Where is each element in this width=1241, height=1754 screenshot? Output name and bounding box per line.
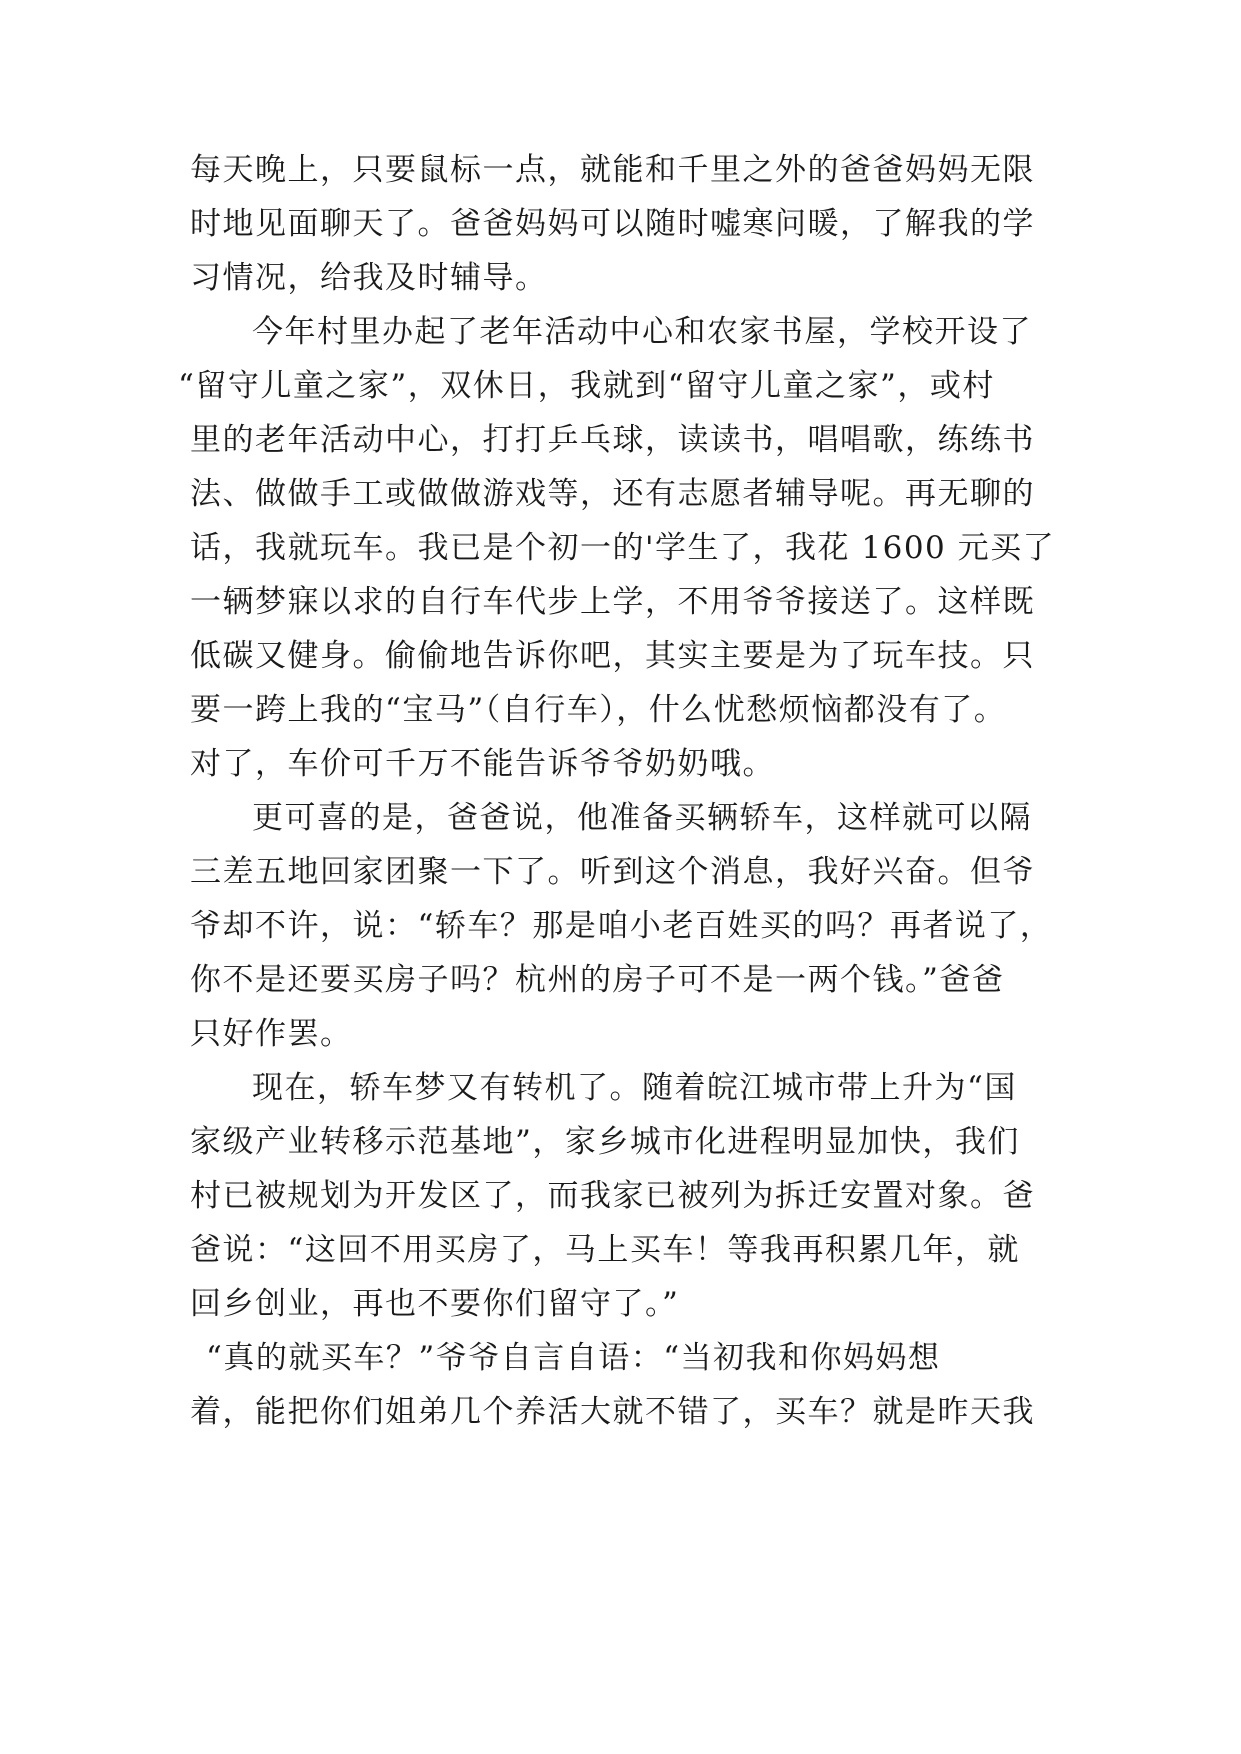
text-line: 村已被规划为开发区了，而我家已被列为拆迁安置对象。爸 [190, 1178, 1035, 1214]
text-line: 家级产业转移示范基地”，家乡城市化进程明显加快，我们 [190, 1124, 1020, 1160]
text-line: 只好作罢。 [190, 1016, 353, 1052]
paragraph-first-line: 现在，轿车梦又有转机了。随着皖江城市带上升为“国 [252, 1070, 1017, 1106]
text-line: 回乡创业，再也不要你们留守了。” [190, 1286, 680, 1322]
text-line: 低碳又健身。偷偷地告诉你吧，其实主要是为了玩车技。只 [190, 638, 1035, 674]
paragraph-first-line: 更可喜的是，爸爸说，他准备买辆轿车，这样就可以隔 [252, 800, 1032, 836]
text-line: 着，能把你们姐弟几个养活大就不错了，买车？就是昨天我 [190, 1394, 1035, 1430]
text-line: 话，我就玩车。我已是个初一的'学生了，我花 1600 元买了 [190, 530, 1056, 566]
text-line: 爸说：“这回不用买房了，马上买车！等我再积累几年，就 [190, 1232, 1020, 1268]
text-line: 时地见面聊天了。爸爸妈妈可以随时嘘寒问暖，了解我的学 [190, 206, 1035, 242]
text-line: 你不是还要买房子吗？杭州的房子可不是一两个钱。”爸爸 [190, 962, 1005, 998]
text-line: 爷却不许，说：“轿车？那是咱小老百姓买的吗？再者说了， [190, 908, 1053, 944]
text-line: 里的老年活动中心，打打乒乓球，读读书，唱唱歌，练练书 [190, 422, 1035, 458]
paragraph-first-line: 今年村里办起了老年活动中心和农家书屋，学校开设了 [252, 314, 1032, 350]
text-line: 要一跨上我的“宝马”（自行车），什么忧愁烦恼都没有了。 [190, 692, 1007, 728]
text-line: 对了，车价可千万不能告诉爷爷奶奶哦。 [190, 746, 775, 782]
paragraph-first-line: “真的就买车？”爷爷自言自语：“当初我和你妈妈想 [206, 1340, 941, 1376]
text-line: 每天晚上，只要鼠标一点，就能和千里之外的爸爸妈妈无限 [190, 152, 1035, 188]
text-line: 习情况，给我及时辅导。 [190, 260, 548, 296]
text-line: “留守儿童之家”，双休日，我就到“留守儿童之家”，或村 [178, 368, 995, 404]
text-line: 一辆梦寐以求的自行车代步上学，不用爷爷接送了。这样既 [190, 584, 1035, 620]
text-line: 法、做做手工或做做游戏等，还有志愿者辅导呢。再无聊的 [190, 476, 1035, 512]
text-line: 三差五地回家团聚一下了。听到这个消息，我好兴奋。但爷 [190, 854, 1035, 890]
